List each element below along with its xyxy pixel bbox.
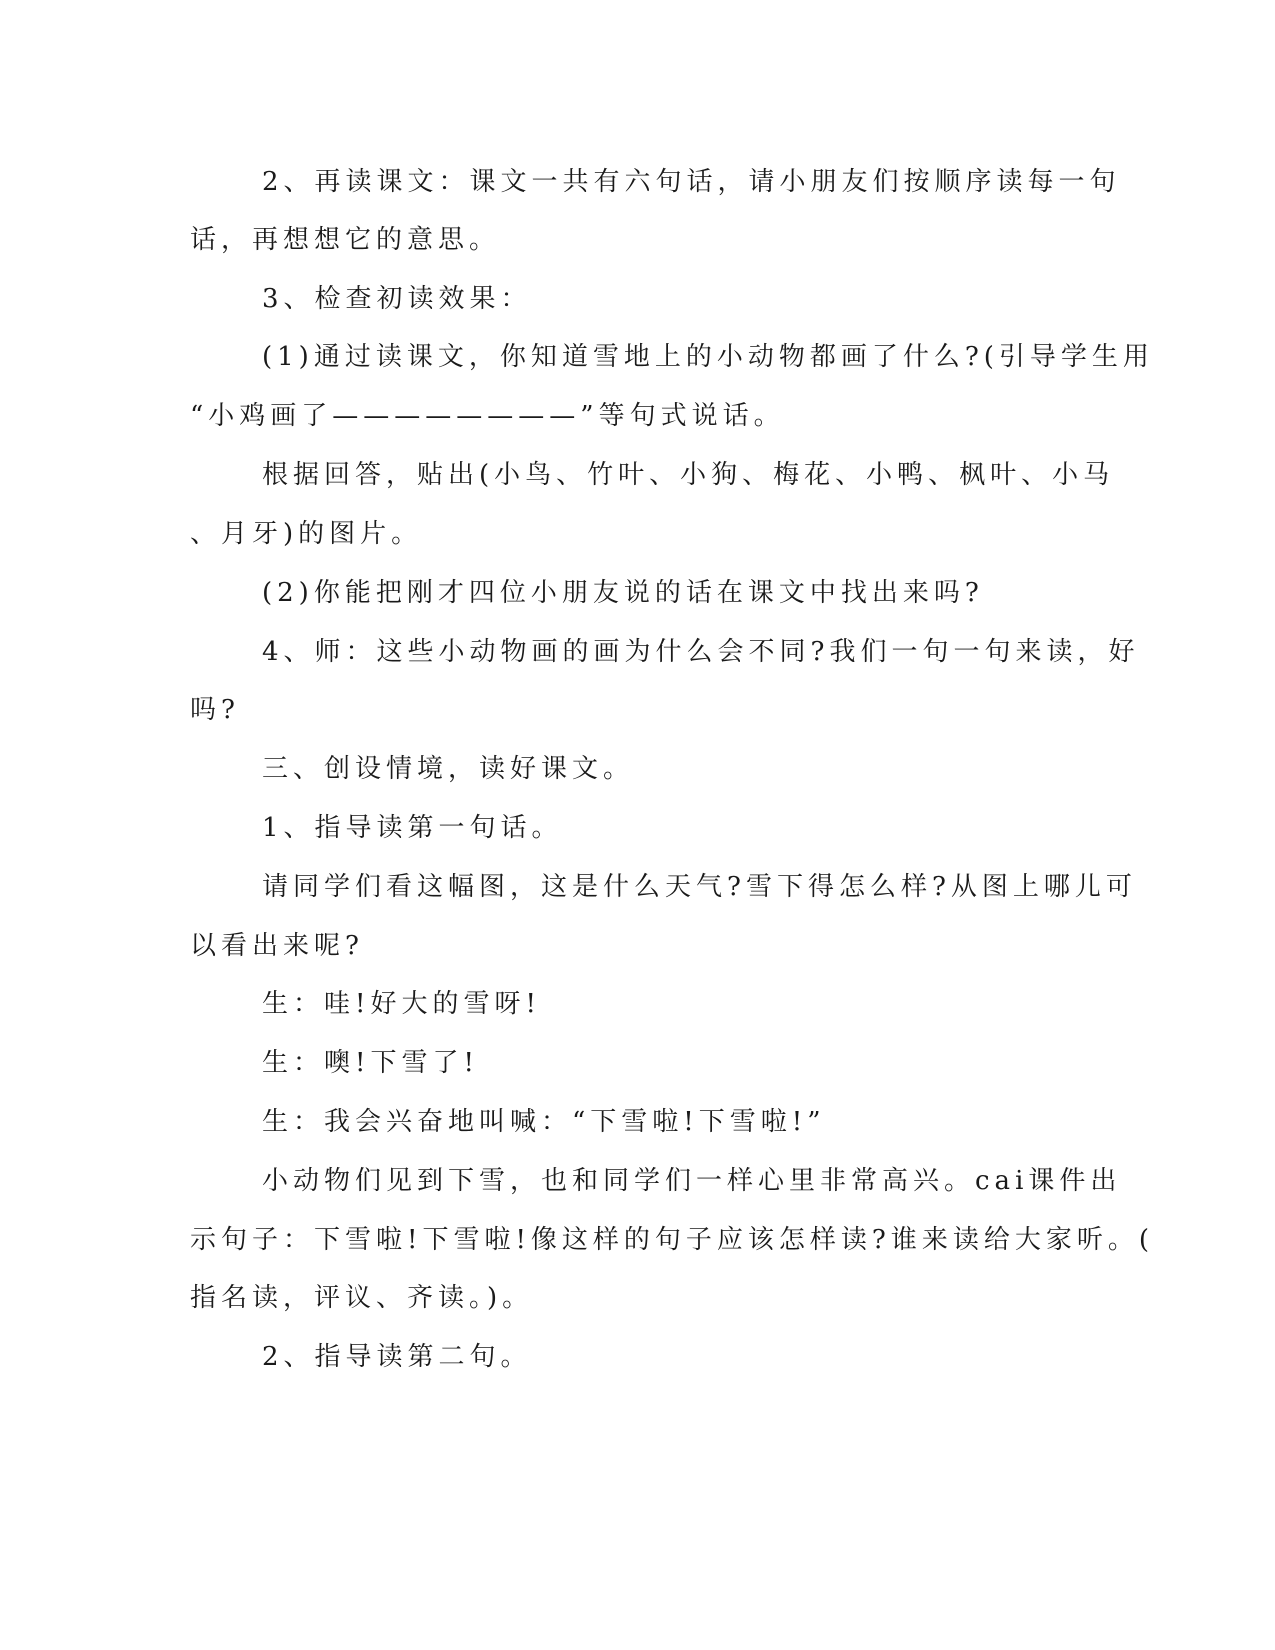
- paragraph-line: 4、师：这些小动物画的画为什么会不同?我们一句一句来读，好: [262, 637, 1140, 667]
- paragraph-line: 生：哇!好大的雪呀!: [262, 989, 541, 1019]
- paragraph-line: 示句子：下雪啦!下雪啦!像这样的句子应该怎样读?谁来读给大家听。(: [190, 1225, 1154, 1255]
- paragraph-line: 话，再想想它的意思。: [190, 225, 501, 255]
- paragraph-line: 小动物们见到下雪，也和同学们一样心里非常高兴。cai课件出: [262, 1166, 1122, 1196]
- paragraph-line: 请同学们看这幅图，这是什么天气?雪下得怎么样?从图上哪儿可: [262, 872, 1137, 902]
- paragraph-line: 根据回答，贴出(小鸟、竹叶、小狗、梅花、小鸭、枫叶、小马: [262, 460, 1115, 490]
- paragraph-line: 以看出来呢?: [190, 931, 364, 961]
- paragraph-line: (1)通过读课文，你知道雪地上的小动物都画了什么?(引导学生用: [262, 342, 1154, 372]
- paragraph-line: 2、再读课文：课文一共有六句话，请小朋友们按顺序读每一句: [262, 167, 1121, 197]
- paragraph-line: 三、创设情境，读好课文。: [262, 754, 635, 784]
- paragraph-line: 吗?: [190, 695, 240, 725]
- paragraph-line: 3、检查初读效果：: [262, 284, 532, 314]
- paragraph-line: (2)你能把刚才四位小朋友说的话在课文中找出来吗?: [262, 578, 984, 608]
- paragraph-line: 2、指导读第二句。: [262, 1342, 532, 1372]
- paragraph-line: 1、指导读第一句话。: [262, 813, 563, 843]
- paragraph-line: 生：噢!下雪了!: [262, 1048, 479, 1078]
- paragraph-line: 、月牙)的图片。: [190, 519, 423, 549]
- paragraph-line: 生：我会兴奋地叫喊：“下雪啦!下雪啦!”: [262, 1107, 826, 1137]
- paragraph-line: “小鸡画了————————”等句式说话。: [190, 401, 785, 431]
- paragraph-line: 指名读，评议、齐读。)。: [190, 1283, 534, 1313]
